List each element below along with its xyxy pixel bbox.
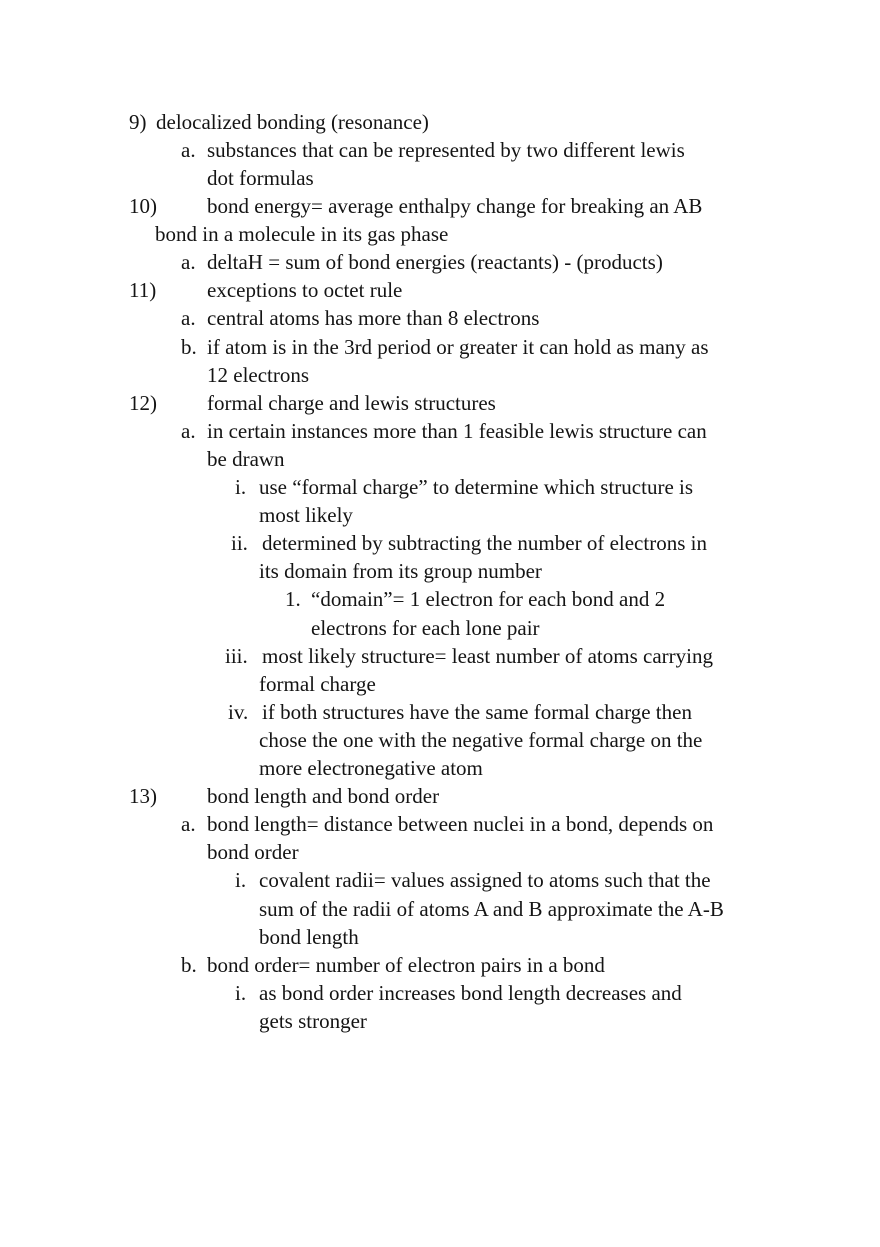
roman-marker: iv. xyxy=(228,700,249,724)
roman-text: if both structures have the same formal charge then xyxy=(262,700,692,724)
item-heading: bond energy= average enthalpy change for breaking an AB xyxy=(207,194,703,218)
roman-marker: i. xyxy=(235,981,247,1005)
subitem-text: bond order xyxy=(207,840,299,864)
roman-text: most likely xyxy=(259,503,353,527)
roman-marker: iii. xyxy=(225,644,248,668)
item-marker: 11) xyxy=(129,278,157,302)
roman-text: more electronegative atom xyxy=(259,756,483,780)
subitem-text: if atom is in the 3rd period or greater it can hold as many as xyxy=(207,335,709,359)
subitem-text: be drawn xyxy=(207,447,285,471)
roman-marker: i. xyxy=(235,868,247,892)
number-marker: 1. xyxy=(285,587,301,611)
roman-text: covalent radii= values assigned to atoms such that the xyxy=(259,868,711,892)
subitem-marker: a. xyxy=(181,306,196,330)
subitem-marker: a. xyxy=(181,250,196,274)
roman-text: as bond order increases bond length decreases and xyxy=(259,981,682,1005)
roman-text: chose the one with the negative formal charge on the xyxy=(259,728,703,752)
item-heading: formal charge and lewis structures xyxy=(207,391,496,415)
item-marker: 12) xyxy=(129,391,157,415)
subitem-text: bond length= distance between nuclei in a bond, depends on xyxy=(207,812,714,836)
subitem-text: substances that can be represented by two different lewis xyxy=(207,138,685,162)
item-heading: bond length and bond order xyxy=(207,784,440,808)
subitem-text: in certain instances more than 1 feasible lewis structure can xyxy=(207,419,707,443)
subitem-text: deltaH = sum of bond energies (reactants) - (products) xyxy=(207,250,663,274)
subitem-text: dot formulas xyxy=(207,166,314,190)
roman-text: its domain from its group number xyxy=(259,559,542,583)
subitem-text: bond order= number of electron pairs in a bond xyxy=(207,953,605,977)
subitem-text: 12 electrons xyxy=(207,363,310,387)
subitem-marker: a. xyxy=(181,812,196,836)
roman-text: gets stronger xyxy=(259,1009,367,1033)
roman-text: bond length xyxy=(259,925,359,949)
roman-text: most likely structure= least number of atoms carrying xyxy=(262,644,713,668)
subitem-marker: b. xyxy=(181,335,197,359)
item-marker: 10) xyxy=(129,194,157,218)
subitem-marker: a. xyxy=(181,138,196,162)
roman-marker: ii. xyxy=(231,531,248,555)
roman-text: use “formal charge” to determine which structure is xyxy=(259,475,694,499)
item-heading: exceptions to octet rule xyxy=(207,278,403,302)
roman-marker: i. xyxy=(235,475,247,499)
roman-text: determined by subtracting the number of electrons in xyxy=(262,531,707,555)
item-heading-continuation: bond in a molecule in its gas phase xyxy=(155,222,449,246)
roman-text: formal charge xyxy=(259,672,376,696)
number-text: “domain”= 1 electron for each bond and 2 xyxy=(311,587,666,611)
item-marker: 9) xyxy=(129,110,147,134)
number-text: electrons for each lone pair xyxy=(311,616,540,640)
roman-text: sum of the radii of atoms A and B approximate the A-B xyxy=(259,897,724,921)
item-marker: 13) xyxy=(129,784,157,808)
subitem-marker: b. xyxy=(181,953,197,977)
subitem-marker: a. xyxy=(181,419,196,443)
subitem-text: central atoms has more than 8 electrons xyxy=(207,306,540,330)
item-heading: delocalized bonding (resonance) xyxy=(156,110,429,134)
